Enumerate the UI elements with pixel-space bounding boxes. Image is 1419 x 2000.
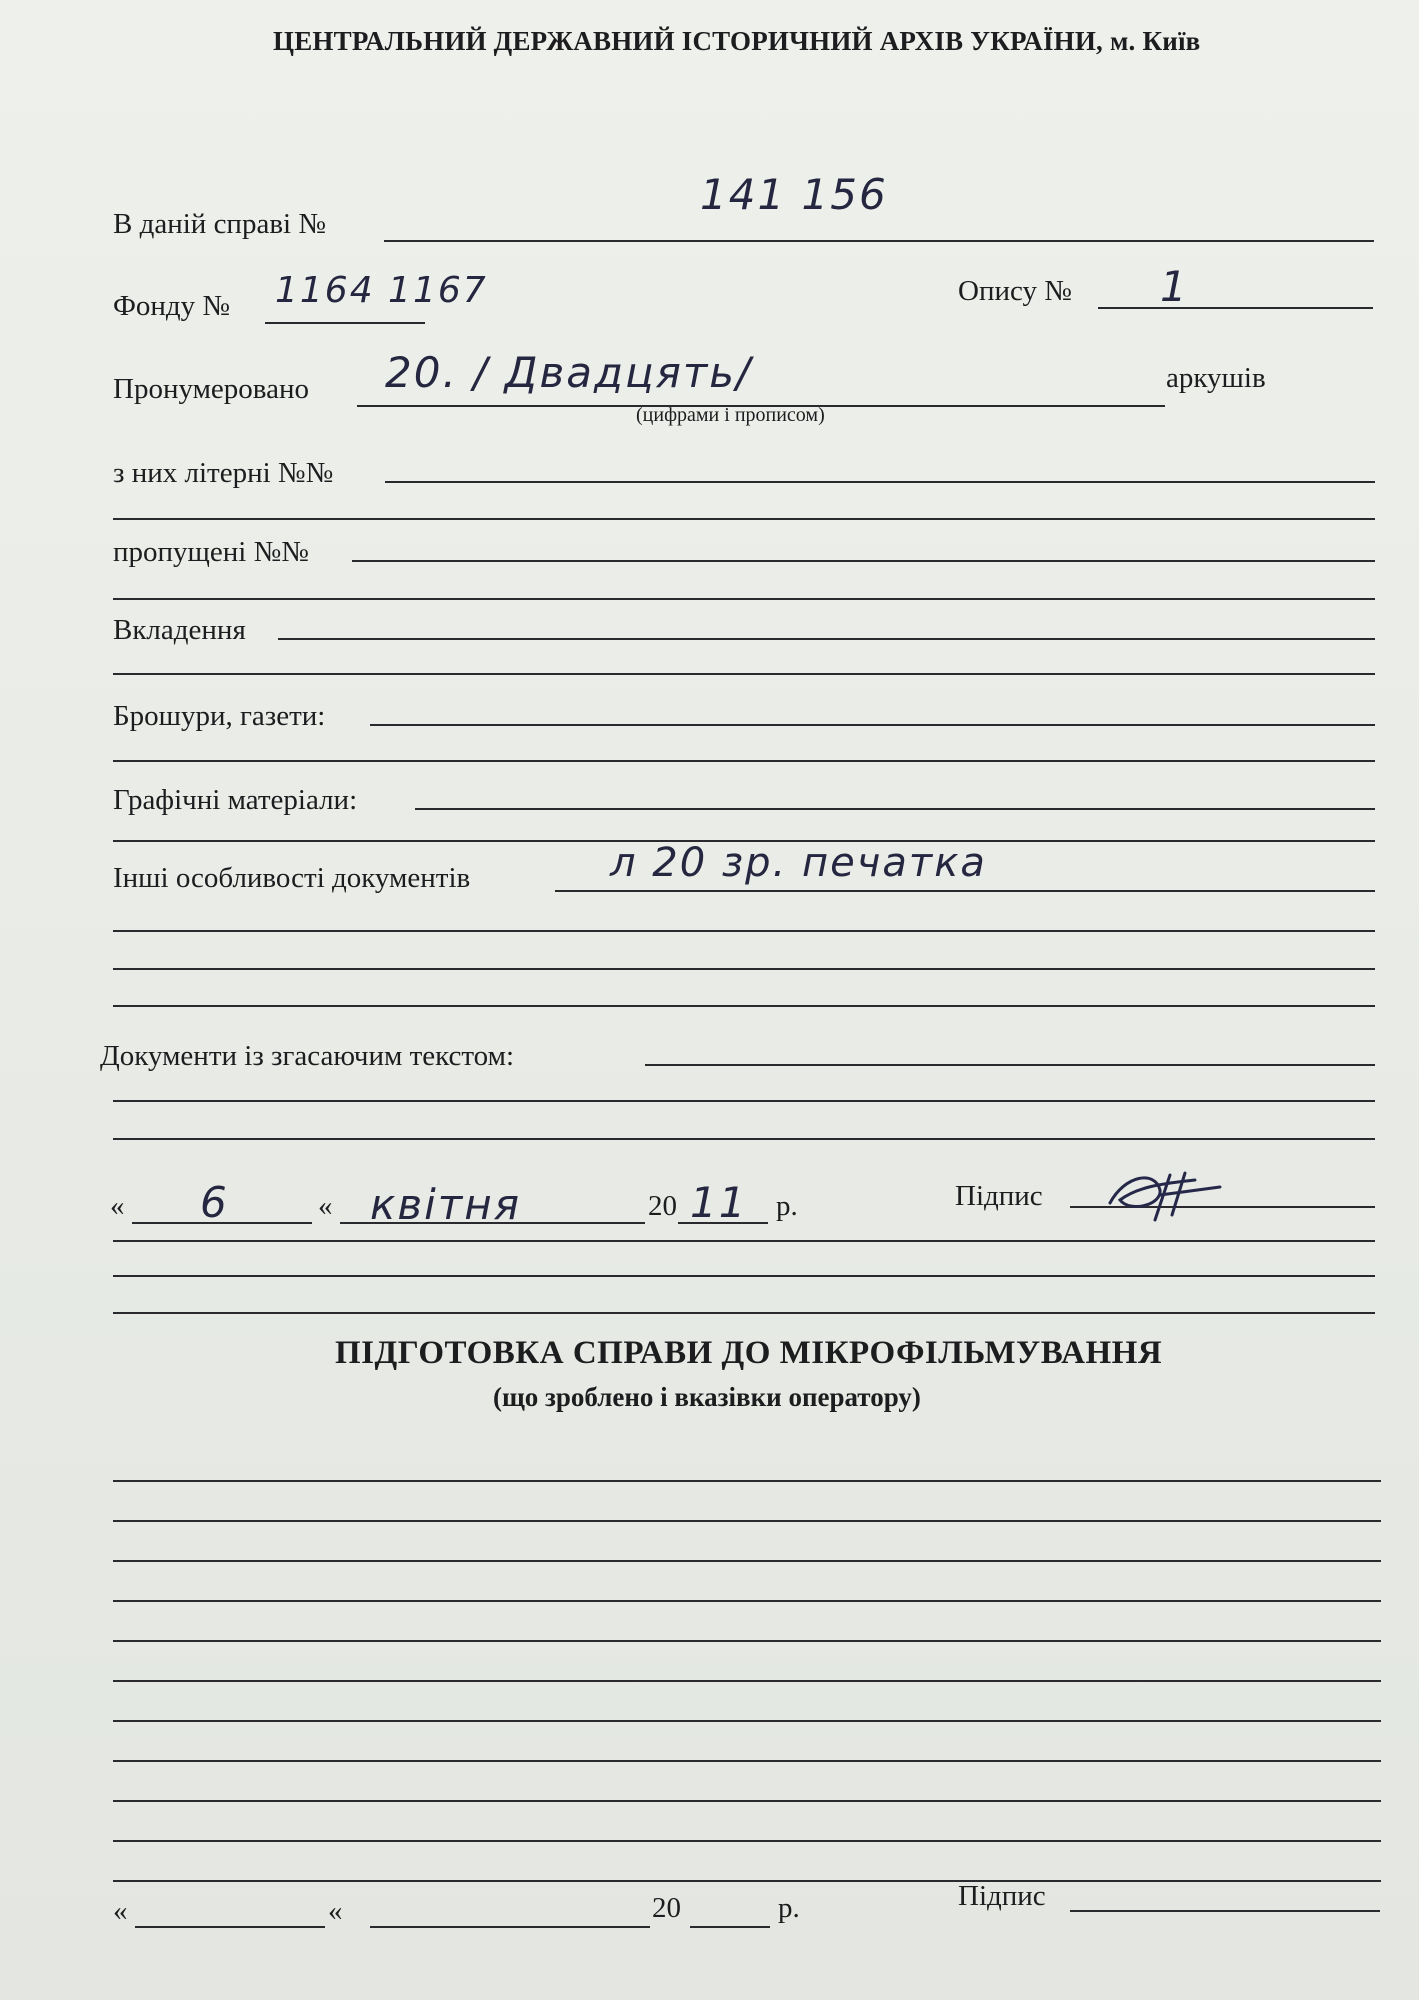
fading-text-label: Документи із згасаючим текстом: <box>100 1040 515 1072</box>
archive-header: ЦЕНТРАЛЬНИЙ ДЕРЖАВНИЙ ІСТОРИЧНИЙ АРХІВ УКРАЇНИ, м. Київ <box>273 26 1201 56</box>
other-features-value[interactable]: л 20 зр. печатка <box>610 840 987 886</box>
s2-date-month-line <box>370 1926 650 1928</box>
microfilming-subtitle: (що зроблено і вказівки оператору) <box>493 1382 921 1412</box>
case-label: В даній справі № <box>113 208 326 240</box>
s2-date-open-quote: « <box>113 1895 128 1927</box>
s2-signature-label: Підпис <box>958 1880 1046 1912</box>
operator-notes-line-7 <box>113 1720 1381 1722</box>
brochures-line-2 <box>113 760 1375 762</box>
s2-date-year-prefix: 20 <box>652 1892 681 1924</box>
numbered-hint: (цифрами і прописом) <box>636 404 825 426</box>
operator-notes-line-3 <box>113 1560 1381 1562</box>
signature-block-line-3 <box>113 1312 1375 1314</box>
s2-date-day-line <box>135 1926 325 1928</box>
signature-label: Підпис <box>955 1180 1043 1212</box>
numbered-value[interactable]: 20. / Двадцять/ <box>385 348 753 397</box>
s2-date-suffix: р. <box>778 1892 800 1924</box>
case-field-line <box>384 240 1374 242</box>
operator-notes-line-10 <box>113 1840 1381 1842</box>
graphics-line <box>415 808 1375 810</box>
letter-numbers-line-2 <box>113 518 1375 520</box>
missing-numbers-line <box>352 560 1375 562</box>
microfilming-title: ПІДГОТОВКА СПРАВИ ДО МІКРОФІЛЬМУВАННЯ <box>335 1335 1163 1371</box>
s2-signature-line <box>1070 1910 1380 1912</box>
operator-notes-line-4 <box>113 1600 1381 1602</box>
opys-label: Опису № <box>958 275 1072 307</box>
opys-field-line <box>1098 307 1373 309</box>
date-year-value[interactable]: 11 <box>690 1178 748 1227</box>
date-mid-quote: « <box>318 1190 333 1222</box>
fond-field-line <box>265 322 425 324</box>
letter-numbers-label: з них літерні №№ <box>113 457 334 489</box>
fond-label: Фонду № <box>113 290 231 322</box>
enclosures-line-2 <box>113 673 1375 675</box>
enclosures-line <box>278 638 1375 640</box>
brochures-label: Брошури, газети: <box>113 700 326 732</box>
missing-numbers-label: пропущені №№ <box>113 536 309 568</box>
numbered-unit: аркушів <box>1166 362 1266 394</box>
graphics-label: Графічні матеріали: <box>113 784 358 816</box>
fond-value[interactable]: 1164 1167 <box>275 270 488 311</box>
brochures-line <box>370 724 1375 726</box>
other-features-line-4 <box>113 1005 1375 1007</box>
fading-text-line-3 <box>113 1138 1375 1140</box>
letter-numbers-line <box>385 481 1375 483</box>
date-day-value[interactable]: 6 <box>200 1178 229 1227</box>
operator-notes-line-6 <box>113 1680 1381 1682</box>
date-year-prefix: 20 <box>648 1190 677 1222</box>
signature-block-line-1 <box>113 1240 1375 1242</box>
operator-notes-line-8 <box>113 1760 1381 1762</box>
other-features-line-2 <box>113 930 1375 932</box>
date-month-value[interactable]: квітня <box>370 1180 521 1229</box>
date-open-quote: « <box>110 1190 125 1222</box>
other-features-label: Інші особливості документів <box>113 862 471 894</box>
enclosures-label: Вкладення <box>113 614 246 646</box>
date-suffix: р. <box>776 1190 798 1222</box>
case-value[interactable]: 141 156 <box>700 170 888 219</box>
s2-date-mid-quote: « <box>328 1895 343 1927</box>
operator-notes-line-9 <box>113 1800 1381 1802</box>
operator-notes-line-1 <box>113 1480 1381 1482</box>
other-features-line-3 <box>113 968 1375 970</box>
fading-text-line-2 <box>113 1100 1375 1102</box>
operator-notes-line-5 <box>113 1640 1381 1642</box>
handwritten-signature <box>1100 1165 1230 1225</box>
signature-block-line-2 <box>113 1275 1375 1277</box>
operator-notes-line-2 <box>113 1520 1381 1522</box>
other-features-line <box>555 890 1375 892</box>
operator-notes-line-11 <box>113 1880 1381 1882</box>
s2-date-year-line <box>690 1926 770 1928</box>
missing-numbers-line-2 <box>113 598 1375 600</box>
opys-value[interactable]: 1 <box>1160 262 1189 311</box>
numbered-label: Пронумеровано <box>113 373 310 405</box>
fading-text-line <box>645 1064 1375 1066</box>
